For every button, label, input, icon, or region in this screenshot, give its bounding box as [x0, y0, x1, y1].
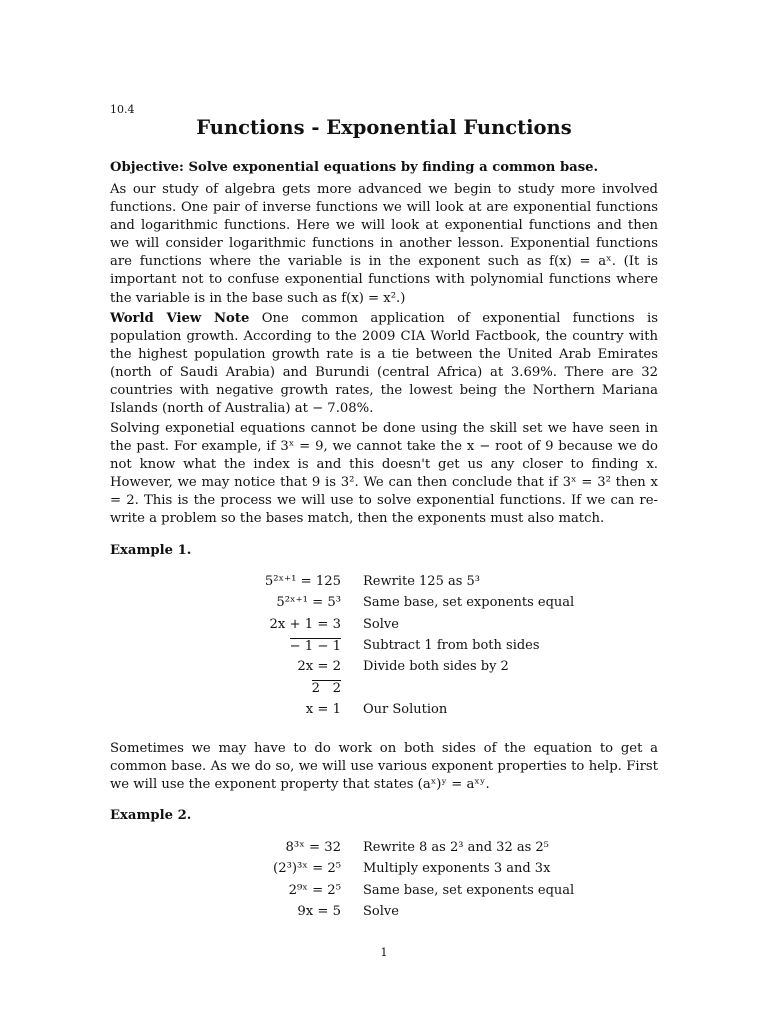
step-note: Solve [363, 904, 399, 920]
page-number: 1 [380, 946, 388, 959]
math-row [110, 614, 658, 635]
step-note: Same base, set exponents equal [363, 595, 575, 611]
example-2-steps [110, 837, 658, 922]
math-row [110, 656, 658, 677]
equation: x = 1 [305, 701, 341, 717]
math-row [110, 699, 658, 720]
equation: 5²ˣ⁺¹ = 125 [264, 574, 341, 590]
step-note: Rewrite 8 as 2³ and 32 as 2⁵ [363, 840, 549, 856]
math-row [110, 677, 658, 698]
world-view-text: One common application of exponential functions is population growth. According to the 2009 CIA World Factbook, the country with the highest population growth rate is a tie between the United Arab Emirates (north of Saudi Arabia) and Burundi (central Africa) at 3.69%. There are 32 countries with negative growth rates, the lowest being the Northern Mariana Islands (north of Australia) at − 7.08%. [110, 311, 658, 417]
objective: Objective: Solve exponential equations by finding a common base. [110, 160, 599, 175]
step-note: Same base, set exponents equal [363, 882, 575, 898]
step-note: Rewrite 125 as 5³ [363, 574, 481, 590]
equation: 2⁹ˣ = 2⁵ [288, 882, 341, 898]
step-note: Divide both sides by 2 [363, 659, 509, 675]
equation: 2x + 1 = 3 [269, 616, 341, 632]
section-number: 10.4 [110, 103, 135, 116]
bridge-paragraph: Sometimes we may have to do work on both sides of the equation to get a common base. As we do so, we will use various exponent properties to help. First we will use the exponent property that states (aˣ)ʸ = aˣʸ. [110, 741, 658, 793]
example-2-heading: Example 2. [110, 808, 192, 823]
example-1-steps [110, 571, 658, 720]
step-note: Subtract 1 from both sides [363, 638, 540, 654]
step-note: Multiply exponents 3 and 3x [363, 861, 551, 877]
math-row [110, 635, 658, 656]
equation: 8³ˣ = 32 [285, 840, 341, 856]
solving-paragraph: Solving exponetial equations cannot be done using the skill set we have seen in the past. For example, if 3ˣ = 9, we cannot take the x − root of 9 because we do not know what the index is and this doesn't get us any closer to finding x. However, we may notice that 9 is 3². We can then conclude that if 3ˣ = 3² then x = 2. This is the process we will use to solve exponential functions. If we can re-write a problem so the bases match, then the exponents must also match. [110, 421, 658, 527]
math-row [110, 592, 658, 613]
math-row [110, 880, 658, 901]
world-view-label: World View Note [110, 311, 250, 326]
equation-underlined: − 1 − 1 [289, 638, 341, 654]
math-row [110, 858, 658, 879]
example-1-heading: Example 1. [110, 543, 192, 558]
equation: 5²ˣ⁺¹ = 5³ [276, 595, 341, 611]
intro-paragraph: As our study of algebra gets more advanced we begin to study more involved functions. One pair of inverse functions we will look at are exponential functions and logarithmic functions. Here we will look at exponential functions and then we will consider logarithmic functions in another lesson. Exponential functions are functions where the variable is in the exponent such as f(x) = aˣ. (It is important not to confuse exponential functions with polynomial functions where the variable is in the base such as f(x) = x².) [110, 182, 658, 306]
divisor-row: 2 2 [311, 681, 341, 697]
world-view-note [110, 310, 658, 419]
equation: 2x = 2 [297, 659, 341, 675]
step-note: Our Solution [363, 701, 448, 717]
math-row [110, 837, 658, 858]
math-row [110, 571, 658, 592]
equation: 9x = 5 [297, 904, 341, 920]
step-note: Solve [363, 616, 399, 632]
page-title: Functions - Exponential Functions [196, 116, 572, 139]
math-row [110, 901, 658, 922]
equation: (2³)³ˣ = 2⁵ [273, 861, 341, 877]
